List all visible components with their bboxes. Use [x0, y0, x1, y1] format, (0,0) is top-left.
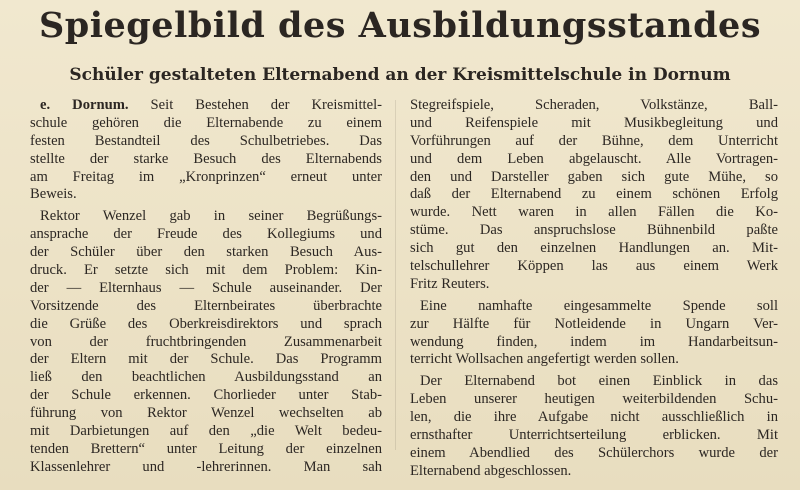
article-line: und Reifenspiele mit Musikbegleitung und: [410, 114, 778, 131]
article-line: der Schule erkennen. Chorlieder unter Stab-: [30, 387, 382, 404]
article-line: druck. Er setzte sich mit dem Problem: Kin-: [30, 262, 382, 279]
article-line: stellte der starke Besuch des Elternabends: [30, 150, 382, 167]
article-line: der — Elternhaus — Schule auseinander. Der: [30, 279, 382, 296]
article-line: wurde. Nett waren in allen Fällen die Ko-: [410, 204, 778, 221]
article-line: ernsthafter Unterrichtserteilung erblicken. Mit: [410, 427, 778, 444]
article-line: Vorsitzende des Elternbeirates überbrachte: [30, 297, 382, 314]
article-line: Beweis.: [30, 186, 77, 203]
article-line: Der Elternabend bot einen Einblick in das: [420, 373, 778, 390]
article-line: telschullehrer Köppen las aus einem Werk: [410, 258, 778, 275]
paragraph-conclusion: [410, 373, 778, 480]
article-line: und dem Leben abgelauscht. Alle Vortragen-: [410, 150, 778, 167]
article-line: der Eltern mit der Schule. Das Programm: [30, 351, 382, 368]
article-line: tenden Brettern“ unter Leitung der einzelnen: [30, 440, 382, 457]
article-line: Elternabend abgeschlossen.: [410, 462, 572, 479]
article-line: schule gehören die Elternabende zu einem: [30, 114, 382, 131]
headline: Spiegelbild des Ausbildungsstandes: [38, 5, 762, 46]
article-column-right: [410, 97, 778, 481]
subheadline: Schüler gestalteten Elternabend an der Kreismittelschule in Dornum: [69, 65, 731, 85]
article-line: daß der Elternabend zu einem schönen Erfolg: [410, 186, 778, 203]
article-line: einem Abendlied des Schülerchors wurde der: [410, 444, 778, 461]
article-line: Stegreifspiele, Scheraden, Volkstänze, Ball-: [410, 97, 778, 113]
paragraph-performances: [410, 97, 778, 294]
article-line: den und Darsteller gaben sich gute Mühe, so: [410, 168, 778, 185]
article-line: wendung finden, indem im Handarbeitsun-: [410, 333, 778, 350]
column-divider: [395, 100, 396, 450]
article-line: sich gut den einzelnen Handlungen an. Mit-: [410, 240, 778, 257]
article-line: ansprache der Freude des Kollegiums und: [30, 226, 382, 243]
article-line: Vorführungen auf der Bühne, dem Unterricht: [410, 132, 778, 149]
article-line: terricht Wollsachen angefertigt werden sollen.: [410, 351, 679, 368]
article-line: len, die ihre Aufgabe nicht ausschließlich in: [410, 409, 778, 426]
article-line: am Freitag im „Kronprinzen“ erneut unter: [30, 168, 382, 185]
article-line: führung von Rektor Wenzel wechselten ab: [30, 405, 382, 422]
article-line: festen Bestandteil des Schulbetriebes. Das: [30, 132, 382, 149]
article-column-left: [30, 97, 382, 477]
paragraph-donation: [410, 298, 778, 370]
article-line: Klassenlehrer und -lehrerinnen. Man sah: [30, 458, 382, 475]
article-line: die Grüße des Oberkreisdirektors und sprach: [30, 315, 382, 332]
article-line: mit Darbietungen auf den „die Welt bedeu-: [30, 423, 382, 440]
paragraph-program: [30, 208, 382, 476]
article-line: Fritz Reuters.: [410, 275, 490, 292]
article-line: Leben unserer heutigen weiterbildenden Schu-: [410, 391, 778, 408]
article-line: von der fruchtbringenden Zusammenarbeit: [30, 333, 382, 350]
paragraph-intro: [30, 97, 382, 204]
article-line: zur Hälfte für Notleidende in Ungarn Ver-: [410, 315, 778, 332]
article-line: stüme. Das anspruchslose Bühnenbild paßte: [410, 222, 778, 239]
dateline: e. Dornum.: [40, 97, 129, 113]
article-line: e. Dornum. Seit Bestehen der Kreismittel-: [40, 97, 382, 113]
article-line: der Schüler über den starken Besuch Aus-: [30, 244, 382, 261]
article-line: ließ den beachtlichen Ausbildungsstand an: [30, 369, 382, 386]
article-line: Eine namhafte eingesammelte Spende soll: [420, 297, 778, 314]
article-line: Rektor Wenzel gab in seiner Begrüßungs-: [40, 208, 382, 225]
